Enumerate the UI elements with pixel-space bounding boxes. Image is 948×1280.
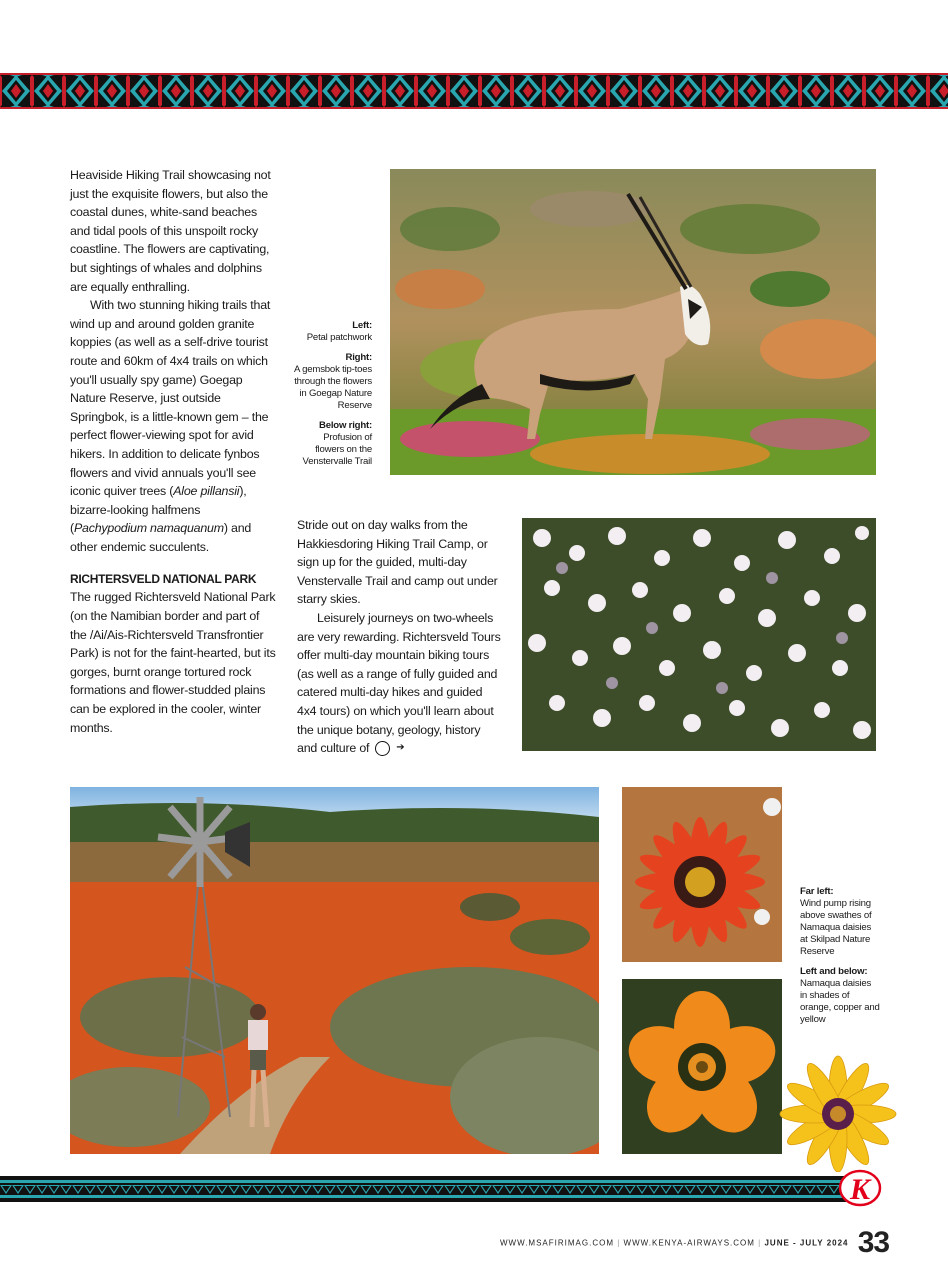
footer-issue: JUNE - JULY 2024 <box>764 1238 849 1248</box>
top-decorative-border <box>0 73 948 109</box>
mid-para-2-text: Leisurely journeys on two-wheels are very rewarding. Richtersveld Tours offer multi-day mountain biking tours (as well as a range of fully guided and catered multi-day hikes and guided 4x4 tours) on which you'll learn about the unique botany, geology, history and culture of <box>297 610 501 756</box>
top-captions <box>292 320 372 476</box>
caption-below-title: Below right: <box>318 420 372 431</box>
left-para-2b: ), bizarre-looking halfmens ( <box>70 484 247 536</box>
kenya-airways-logo <box>838 1168 882 1208</box>
caption-right-text: A gemsbok tip-toes through the flowers in Goegap Nature Reserve <box>294 364 372 411</box>
aloe-name: Aloe pillansii <box>173 484 240 499</box>
footer-site-2[interactable]: WWW.KENYA-AIRWAYS.COM <box>623 1238 755 1248</box>
continue-arrow-icon: ➔ <box>375 741 390 756</box>
footer-site-1[interactable]: WWW.MSAFIRIMAG.COM <box>500 1238 614 1248</box>
bottom-decorative-border <box>0 1176 860 1202</box>
logo-letter: K <box>849 1173 871 1206</box>
left-para-1: Heaviside Hiking Trail showcasing not just the exquisite flowers, but also the coastal dunes, white-sand beaches and tidal pools of this unspoilt rocky coastline. The flowers are captivating, but sightings of whales and dolphins are equally enthralling. <box>70 168 271 294</box>
yellow-daisy-cutout <box>774 1052 898 1172</box>
left-para-2c: ) and other endemic succulents. <box>70 521 252 554</box>
gemsbok-photo <box>390 169 876 475</box>
red-daisy-photo <box>622 787 782 962</box>
bottom-captions <box>800 886 880 1034</box>
caption-left <box>292 320 372 344</box>
caption-left-below <box>800 966 880 1026</box>
caption-right-title: Right: <box>345 352 372 363</box>
caption-far-left-text: Wind pump rising above swathes of Namaqua daisies at Skilpad Nature Reserve <box>800 898 872 957</box>
caption-left-below-text: Namaqua daisies in shades of orange, copper and yellow <box>800 978 880 1025</box>
white-flowers-photo <box>522 518 876 751</box>
left-para-2a: With two stunning hiking trails that wind up and around golden granite koppies (as well as a self-drive tourist route and 60km of 4x4 trails on which you'll usually spy game) Goegap Nature Reserve, just outside Springbok, is a little-known gem – the perfect flower-viewing spot for avid hikers. In addition to delicate fynbos flowers and vivid annuals you'll see iconic quiver trees ( <box>70 298 271 499</box>
mid-para-2 <box>297 609 503 758</box>
page-number: 33 <box>857 1226 890 1259</box>
mid-para-1: Stride out on day walks from the Hakkiesdoring Hiking Trail Camp, or sign up for the guided, multi-day Venstervalle Trail and camp out under starry skies. <box>297 518 498 607</box>
caption-left-text: Petal patchwork <box>306 332 372 343</box>
caption-far-left <box>800 886 880 958</box>
left-column <box>70 166 276 737</box>
pachypodium-name: Pachypodium namaquanum <box>73 521 224 536</box>
caption-right <box>292 352 372 412</box>
caption-left-below-title: Left and below: <box>800 966 868 977</box>
footer-divider-2: | <box>758 1238 762 1248</box>
caption-below-right <box>292 420 372 468</box>
left-para-2 <box>70 296 276 556</box>
caption-far-left-title: Far left: <box>800 886 834 897</box>
footer-divider-1: | <box>617 1238 621 1248</box>
caption-below-text: Profusion of flowers on the Venstervalle Trail <box>302 432 372 467</box>
footer <box>500 1226 890 1260</box>
middle-column <box>297 516 503 758</box>
section-heading: RICHTERSVELD NATIONAL PARK <box>70 572 257 587</box>
windpump-photo <box>70 787 599 1154</box>
left-para-3: The rugged Richtersveld National Park (on the Namibian border and part of the /Ai/Ais-Richtersveld Transfrontier Park) is not for the faint-hearted, but its gorges, burnt orange tortured rock formations and flower-studded plains can be explored in the cooler, winter months. <box>70 590 276 735</box>
caption-left-title: Left: <box>352 320 372 331</box>
orange-daisy-photo <box>622 979 782 1154</box>
